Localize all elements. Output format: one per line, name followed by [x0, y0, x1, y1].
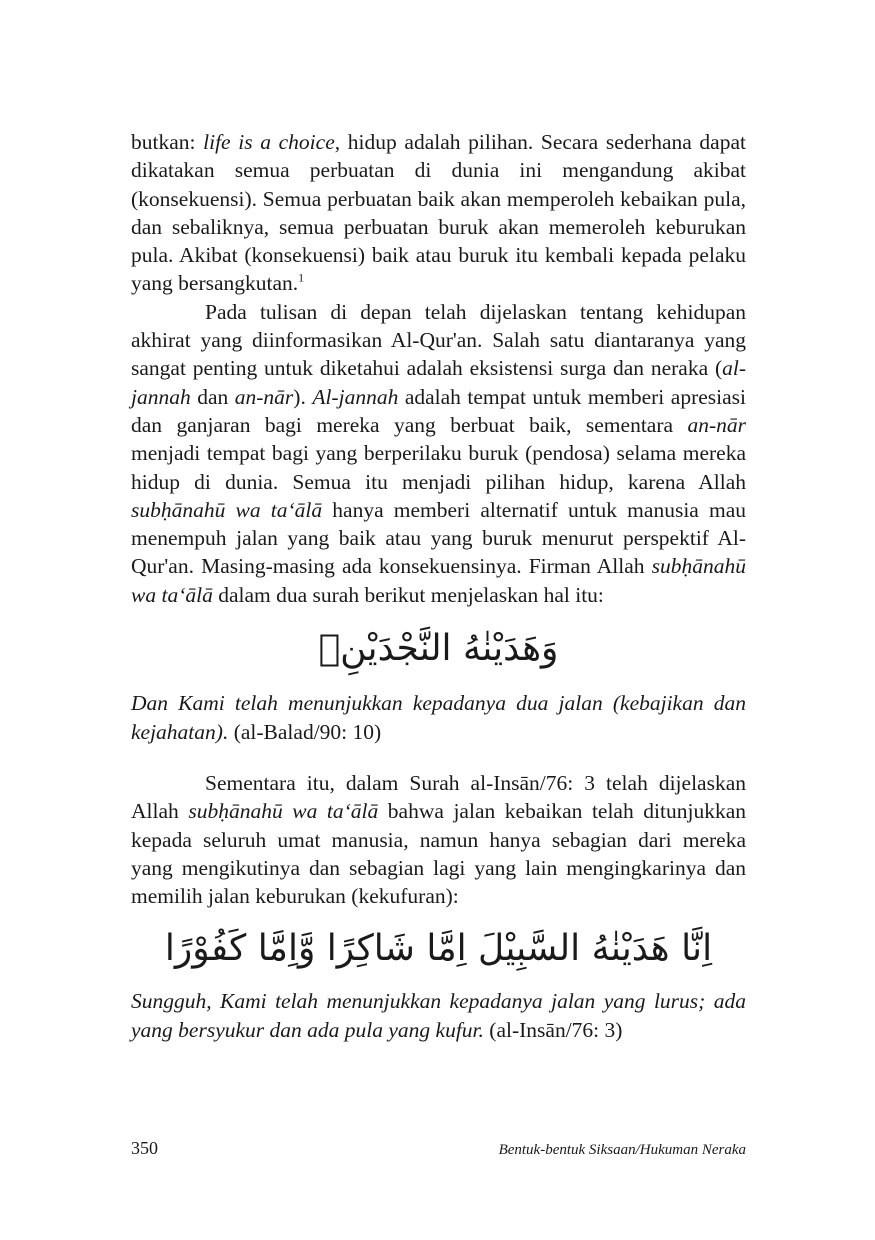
running-title: Bentuk-bentuk Siksaan/Hukuman Neraka [498, 1142, 746, 1158]
text-span: hanya memberi alternatif untuk manusia mau menempuh jalan yang baik atau yang buruk menurut perspektif Al-Qur'an. Masing-masing ada konsekuensinya. Firman Allah [131, 497, 746, 579]
footnote-marker[interactable]: 1 [298, 271, 305, 286]
verse-reference: (al-Insān/76: 3) [483, 1017, 623, 1042]
text-span: ). [293, 384, 313, 409]
italic-term: subḥānahū wa ta‘ālā [131, 554, 746, 607]
paragraph-3 [131, 769, 746, 910]
text-span: adalah tempat untuk memberi apresiasi dan ganjaran bagi mereka yang berbuat baik, sementara [131, 384, 746, 437]
text-span: dalam dua surah berikut menjelaskan hal itu: [212, 582, 604, 607]
text-span: Sementara itu, dalam Surah al-Insān/76: 3 telah dijelaskan Allah [131, 771, 746, 824]
verse-translation-1 [131, 689, 746, 747]
text-span: bahwa jalan kebaikan telah ditunjukkan kepada seluruh umat manusia, namun hanya sebagian dari mereka yang mengikutinya dan sebagian lagi yang lain mengingkarinya dan memilih jalan keburukan (kekufuran): [131, 799, 746, 909]
arabic-verse-1: وَهَدَيْنٰهُ النَّجْدَيْنِۚ [318, 628, 559, 670]
italic-term: subḥānahū wa ta‘ālā [188, 799, 379, 824]
verse-reference: (al-Balad/90: 10) [228, 720, 382, 745]
translation-text: Sungguh, Kami telah menunjukkan kepadanya jalan yang lurus; ada yang bersyukur dan ada pula yang kufur. [131, 988, 746, 1042]
italic-term: Al-jannah [312, 384, 399, 409]
text-span: menjadi tempat bagi yang berperilaku buruk (pendosa) selama mereka hidup di dunia. Semua itu menjadi pilihan hidup, karena Allah [131, 441, 746, 494]
page-body [131, 128, 746, 1045]
verse-translation-2 [131, 987, 746, 1045]
text-span: Pada tulisan di depan telah dijelaskan tentang kehidupan akhirat yang diinformasikan Al-Qur'an. Salah satu diantaranya yang sangat penting untuk diketahui adalah eksistensi surga dan neraka ( [131, 299, 746, 381]
text-span: dan [190, 384, 235, 409]
arabic-verse-2: اِنَّا هَدَيْنٰهُ السَّبِيْلَ اِمَّا شَاكِرًا وَّاِمَّا كَفُوْرًا [164, 927, 713, 969]
paragraph-1 [131, 128, 746, 298]
italic-term: an-nār [687, 412, 746, 437]
italic-term: subḥānahū wa ta‘ālā [131, 497, 323, 522]
paragraph-2 [131, 298, 746, 609]
translation-text: Dan Kami telah menunjukkan kepadanya dua jalan (kebajikan dan kejahatan). [131, 691, 746, 745]
italic-term: al-jannah [131, 356, 746, 409]
italic-phrase: life is a choice [203, 130, 335, 154]
text-span: butkan: [131, 130, 204, 154]
page-number: 350 [131, 1138, 158, 1158]
italic-term: an-nār [234, 384, 294, 409]
text-span: , hidup adalah pilihan. Secara sederhana dapat dikatakan semua perbuatan di dunia ini mengandung akibat (konsekuensi). Semua perbuatan baik akan memperoleh kebaikan pula, dan sebaliknya, semua perbuatan buruk akan memeroleh keburukan pula. Akibat (konsekuensi) baik atau buruk itu kembali kepada pelaku yang bersangkutan. [131, 130, 746, 296]
page-footer [131, 1138, 746, 1159]
